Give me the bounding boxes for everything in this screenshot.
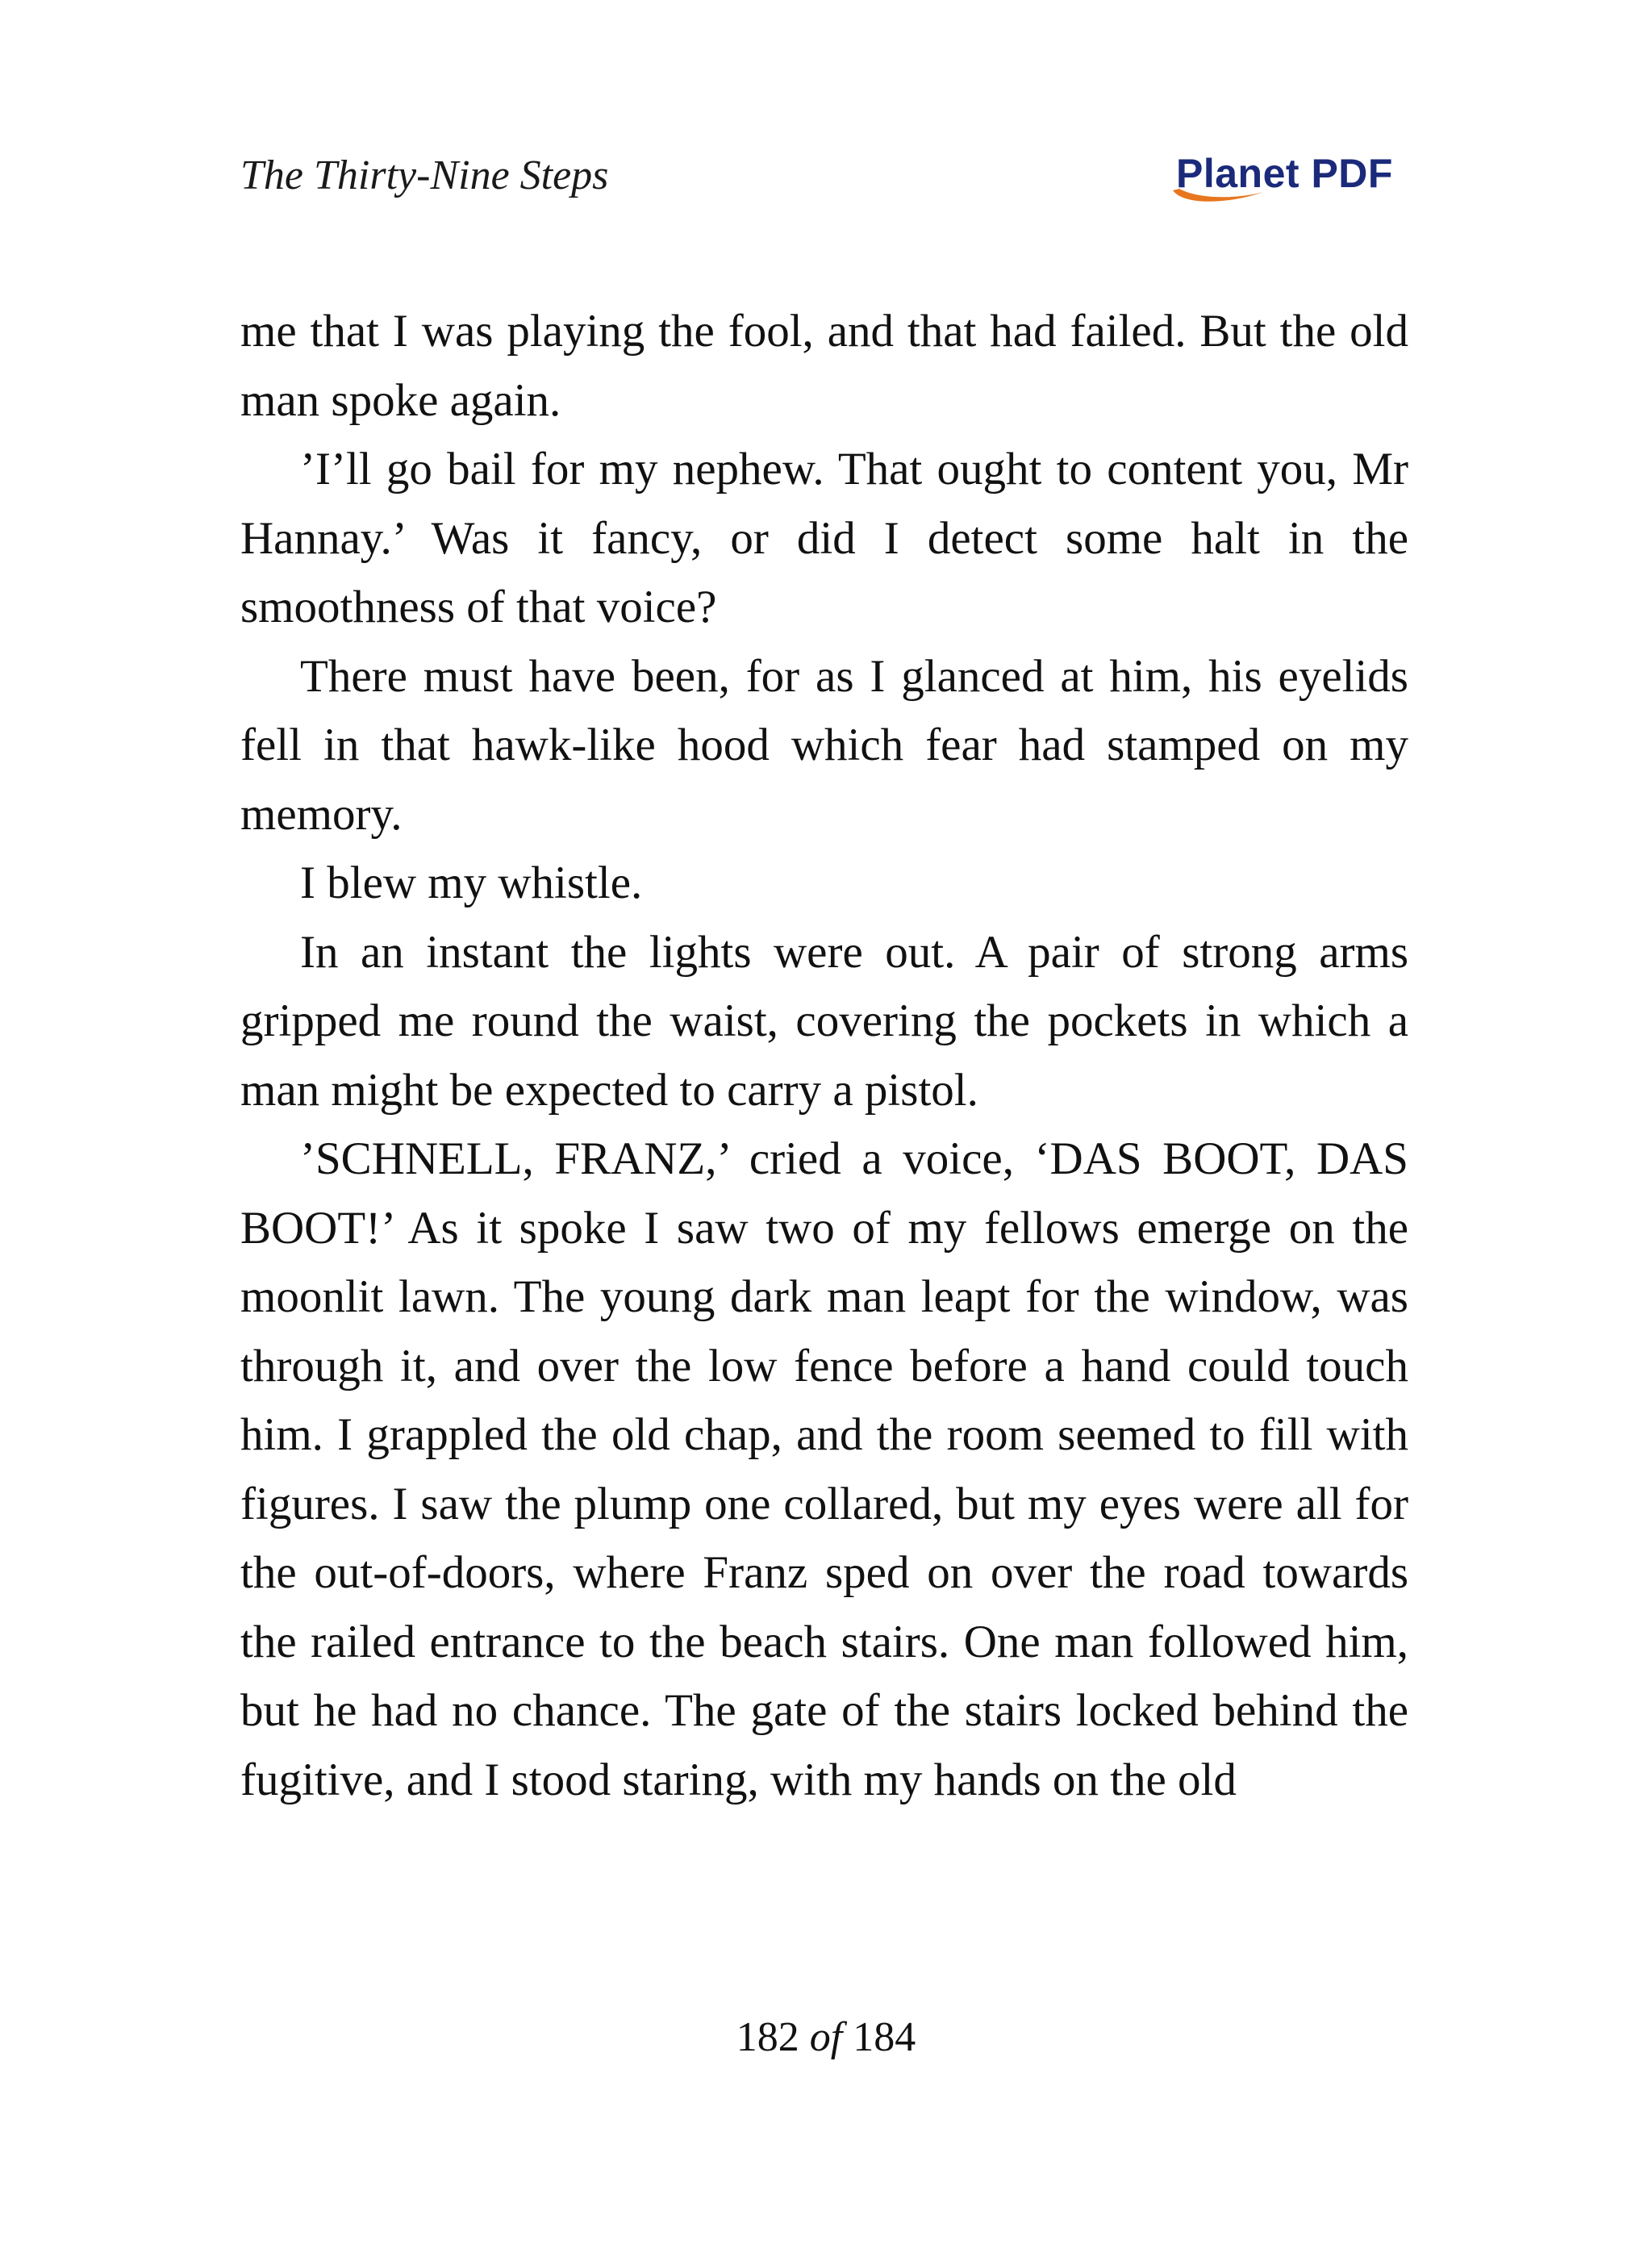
of-word: of: [809, 2014, 843, 2060]
paragraph-continued: me that I was playing the fool, and that had failed. But the old man spoke again.: [240, 306, 1408, 426]
page-body: [240, 297, 1408, 1814]
book-title: The Thirty-Nine Steps: [240, 152, 609, 198]
planet-pdf-logo: [1168, 150, 1410, 215]
logo-text: Planet PDF: [1176, 151, 1393, 196]
paragraph: There must have been, for as I glanced at him, his eyelids fell in that hawk-like hood which fear had stamped on my memory.: [240, 650, 1408, 840]
paragraph: ’SCHNELL, FRANZ,’ cried a voice, ‘DAS BOOT, DAS BOOT!’ As it spoke I saw two of my fellows emerge on the moonlit lawn. The young dark man leapt for the window, was through it, and over the low fence before a hand could touch him. I grappled the old chap, and the room seemed to fill with figures. I saw the plump one collared, but my eyes were all for the out-of-doors, where Franz sped on over the road towards the railed entrance to the beach stairs. One man followed him, but he had no chance. The gate of the stairs locked behind the fugitive, and I stood staring, with my hands on the old: [240, 1133, 1408, 1805]
total-pages: 184: [853, 2014, 916, 2060]
page-number: [0, 2013, 1652, 2061]
paragraph: ’I’ll go bail for my nephew. That ought to content you, Mr Hannay.’ Was it fancy, or did I detect some halt in the smoothness of that voice?: [240, 444, 1408, 632]
paragraph: In an instant the lights were out. A pair of strong arms gripped me round the waist, covering the pockets in which a man might be expected to carry a pistol.: [240, 926, 1408, 1116]
paragraph: I blew my whistle.: [300, 857, 643, 908]
current-page: 182: [736, 2014, 799, 2060]
